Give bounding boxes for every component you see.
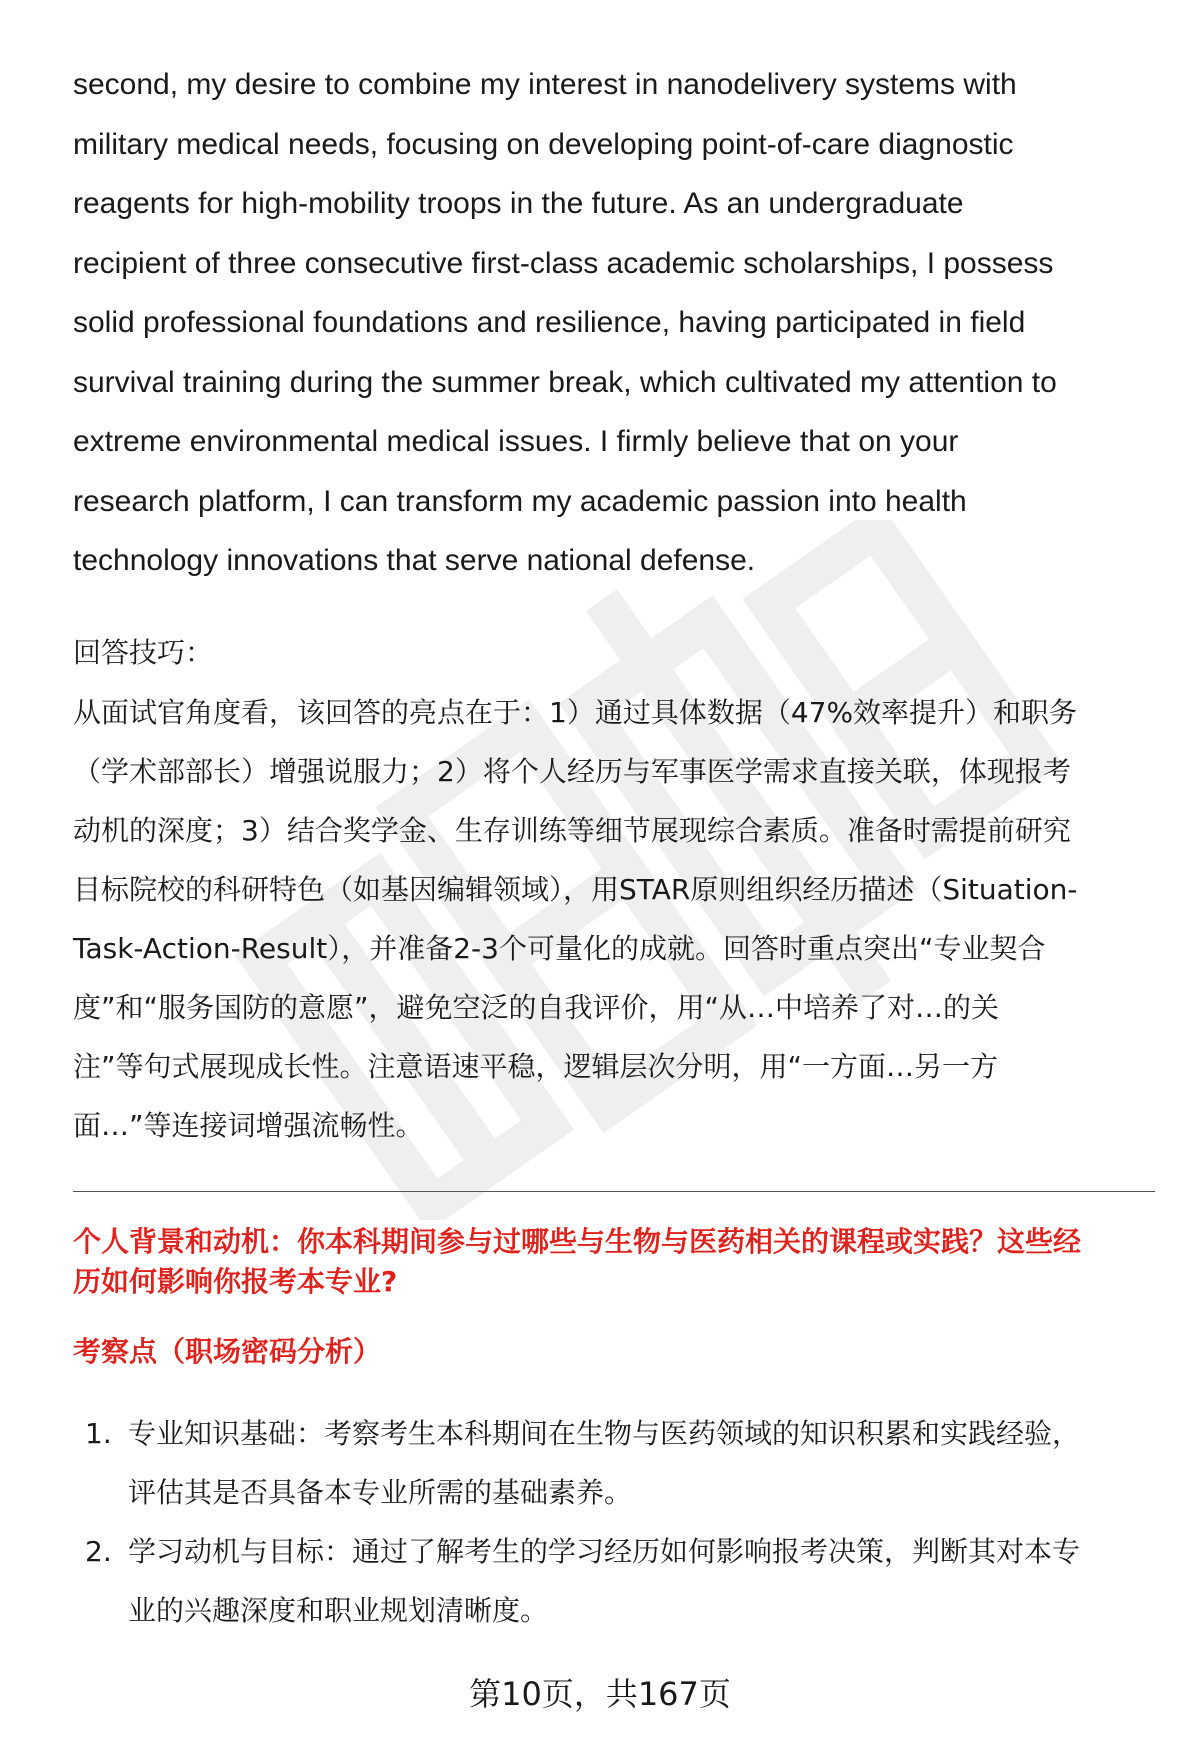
- text-line: extreme environmental medical issues. I firmly believe that on your: [73, 425, 959, 458]
- text-line: second, my desire to combine my interest in nanodelivery systems with: [73, 68, 1017, 101]
- text-line: survival training during the summer break, which cultivated my attention to: [73, 365, 1057, 399]
- text-line: 历如何影响你报考本专业?: [73, 1264, 398, 1298]
- analysis-heading: 考察点（职场密码分析）: [73, 1334, 382, 1368]
- text-line: 评估其是否具备本专业所需的基础素养。: [128, 1475, 633, 1509]
- text-line: 面…”等连接词增强流畅性。: [73, 1108, 424, 1142]
- text-line: military medical needs, focusing on developing point-of-care diagnostic: [73, 127, 1014, 161]
- text-line: 动机的深度；3）结合奖学金、生存训练等细节展现综合素质。准备时需提前研究: [73, 813, 1071, 847]
- list-item: [73, 1522, 1153, 1640]
- text-line: Task-Action-Result），并准备2-3个可量化的成就。回答时重点突出“专业契合: [73, 931, 1046, 965]
- text-line: （学术部部长）增强说服力；2）将个人经历与军事医学需求直接关联，体现报考: [73, 754, 1071, 788]
- text-line: 业的兴趣深度和职业规划清晰度。: [128, 1593, 549, 1627]
- page-number-footer: 第10页，共167页: [469, 1675, 731, 1713]
- text-line: 从面试官角度看，该回答的亮点在于：1）通过具体数据（47%效率提升）和职务: [73, 695, 1078, 729]
- page-content: [73, 55, 1153, 1640]
- text-line: 专业知识基础：考察考生本科期间在生物与医药领域的知识积累和实践经验，: [128, 1416, 1081, 1450]
- text-line: technology innovations that serve national defense.: [73, 544, 756, 577]
- analysis-list: [73, 1404, 1153, 1640]
- text-line: 目标院校的科研特色（如基因编辑领域），用STAR原则组织经历描述（Situation-: [73, 872, 1078, 906]
- section-divider: [73, 1191, 1155, 1192]
- list-item-number: 1.: [85, 1416, 112, 1450]
- tips-paragraph: [73, 683, 1153, 1155]
- text-line: 注”等句式展现成长性。注意语速平稳，逻辑层次分明，用“一方面…另一方: [73, 1049, 999, 1083]
- tips-heading: 回答技巧：: [73, 635, 214, 669]
- text-line: research platform, I can transform my academic passion into health: [73, 484, 967, 518]
- question-heading: [73, 1222, 1153, 1302]
- text-line: 学习动机与目标：通过了解考生的学习经历如何影响报考决策，判断其对本专: [128, 1534, 1081, 1568]
- list-item: [73, 1404, 1153, 1522]
- text-line: recipient of three consecutive first-class academic scholarships, I possess: [73, 246, 1054, 280]
- text-line: 个人背景和动机：你本科期间参与过哪些与生物与医药相关的课程或实践？这些经: [73, 1224, 1082, 1258]
- text-line: 度”和“服务国防的意愿”，避免空泛的自我评价，用“从…中培养了对…的关: [73, 990, 1000, 1024]
- list-item-number: 2.: [85, 1534, 112, 1568]
- english-answer-paragraph: [73, 55, 1153, 591]
- text-line: solid professional foundations and resilience, having participated in field: [73, 306, 1026, 339]
- text-line: reagents for high-mobility troops in the future. As an undergraduate: [73, 187, 964, 220]
